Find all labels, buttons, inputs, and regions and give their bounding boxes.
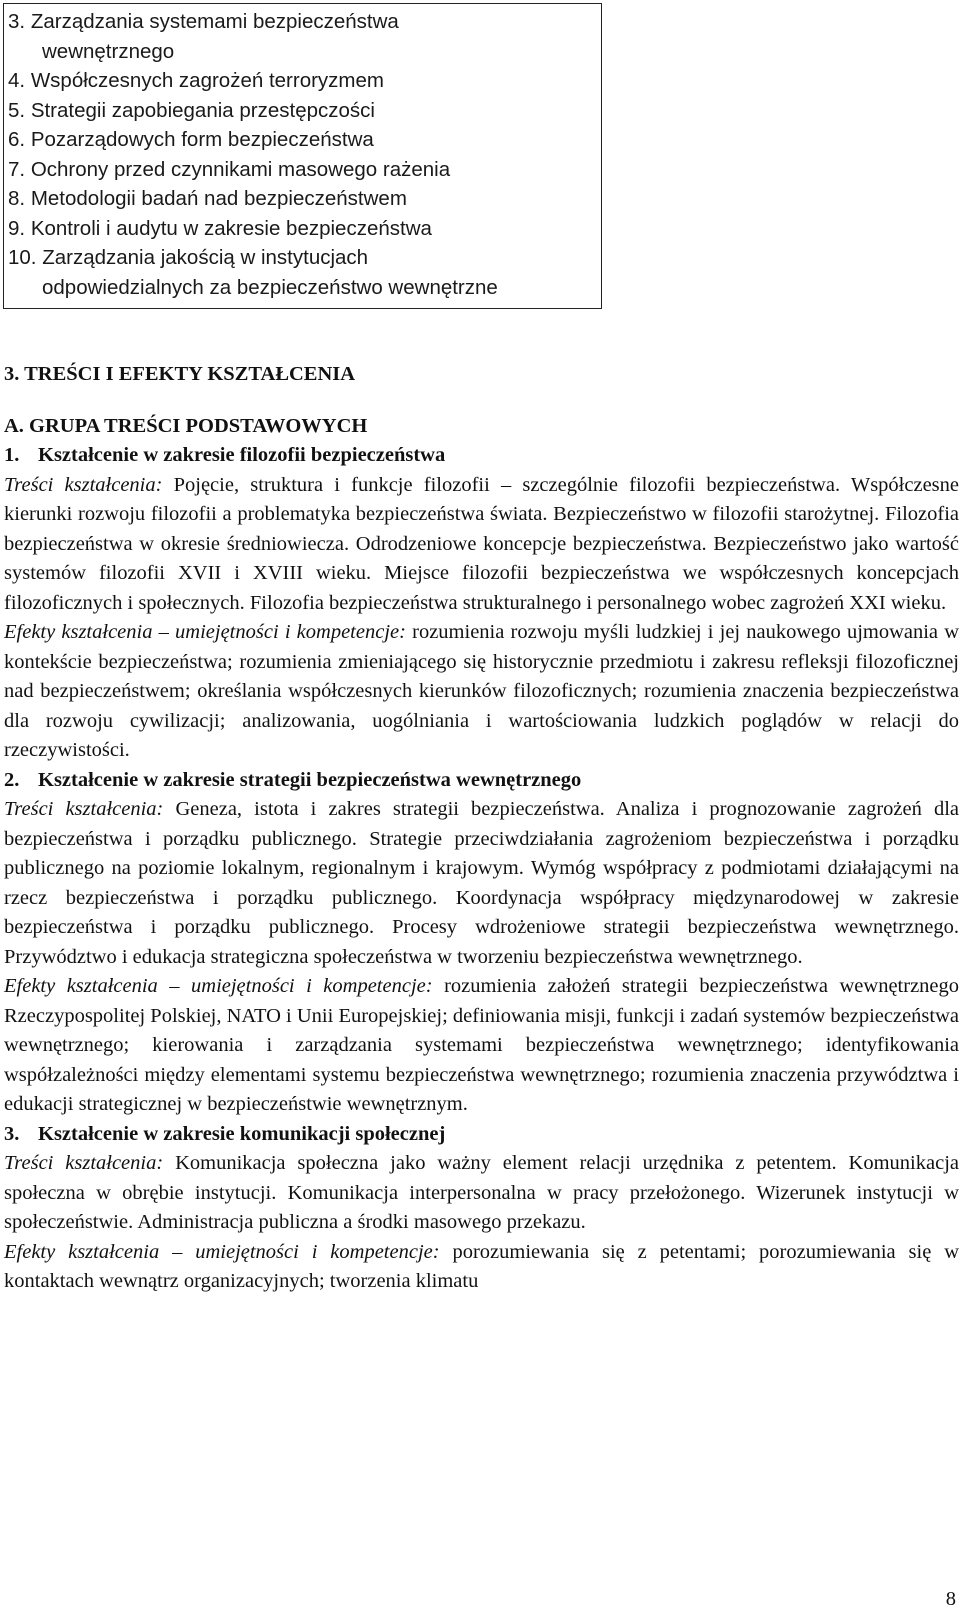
content-paragraph	[4, 471, 959, 619]
item-label: Strategii zapobiegania przestępczości	[30, 98, 375, 122]
page-number: 8	[945, 1588, 956, 1610]
item-number: 9.	[8, 216, 26, 240]
item-number: 8.	[8, 187, 26, 210]
list-item	[8, 184, 601, 214]
outcomes-text: rozumienia założeń strategii bezpieczeństwa wewnętrznego Rzeczypospolitej Polskiej, NATO i Unii Europejskiej; definiowania misji, funkcji i zadań systemów bezpieczeństwa wewnętrznego; kierowania i zarządzania systemami bezpieczeństwa wewnętrznego; identyfikowania współzależności między elementami systemu bezpieczeństwa wewnętrznego; rozumienia znaczenia przywództwa i edukacji strategicznej w bezpieczeństwie wewnętrznym.	[4, 975, 960, 1115]
document-body	[4, 360, 959, 1297]
item-label: Ochrony przed czynnikami masowego rażenia	[30, 157, 451, 181]
list-item-continuation	[8, 37, 601, 67]
item-label: Zarządzania systemami bezpieczeństwa	[30, 10, 399, 33]
topic-title: Kształcenie w zakresie strategii bezpieczeństwa wewnętrznego	[38, 768, 582, 791]
list-item	[8, 125, 601, 155]
item-label-continuation: odpowiedzialnych za bezpieczeństwo wewnętrzne	[42, 275, 498, 299]
topic-heading	[4, 1120, 959, 1150]
content-paragraph	[4, 1149, 959, 1238]
item-label-continuation: wewnętrznego	[42, 39, 175, 63]
list-item	[8, 96, 601, 126]
outcomes-label: Efekty kształcenia – umiejętności i kompetencje:	[4, 621, 406, 643]
content-label: Treści kształcenia:	[4, 1152, 164, 1174]
list-item	[8, 7, 601, 37]
group-heading: A. GRUPA TREŚCI PODSTAWOWYCH	[4, 414, 368, 437]
list-item	[8, 155, 601, 185]
topic-heading	[4, 766, 959, 796]
outcomes-label: Efekty kształcenia – umiejętności i kompetencje:	[4, 1240, 440, 1263]
topic-number: 3.	[4, 1122, 20, 1145]
list-item	[8, 243, 601, 273]
item-label: Pozarządowych form bezpieczeństwa	[30, 128, 374, 151]
item-number: 10.	[8, 246, 37, 269]
content-text: Komunikacja społeczna jako ważny element relacji urzędnika z petentem. Komunikacja społeczna w obrębie instytucji. Komunikacja interpersonalna w pracy przełożonego. Wizerunek instytucji w społeczeństwie. Administracja publiczna a środki masowego przekazu.	[4, 1152, 959, 1233]
topic-heading	[4, 441, 959, 471]
section-heading: 3. TREŚCI I EFEKTY KSZTAŁCENIA	[4, 363, 356, 385]
item-label: Metodologii badań nad bezpieczeństwem	[30, 187, 407, 210]
specializations-box	[3, 3, 602, 309]
topic-number: 2.	[4, 768, 20, 791]
item-number: 3.	[8, 10, 26, 33]
item-label: Zarządzania jakością w instytucjach	[42, 246, 369, 269]
list-item-continuation	[8, 273, 601, 303]
item-number: 5.	[8, 98, 26, 122]
outcomes-paragraph	[4, 618, 959, 766]
content-label: Treści kształcenia:	[4, 798, 164, 820]
topic-number: 1.	[4, 444, 20, 466]
list-item	[8, 66, 601, 96]
item-label: Kontroli i audytu w zakresie bezpieczeństwa	[30, 216, 432, 240]
content-text: Geneza, istota i zakres strategii bezpieczeństwa. Analiza i prognozowanie zagrożeń dla bezpieczeństwa i porządku publicznego. Strategie przeciwdziałania zagrożeniom bezpieczeństwa i porządku publicznego na poziomie lokalnym, regionalnym i krajowym. Wymóg współpracy z podmiotami działającymi na rzecz bezpieczeństwa i porządku publicznego. Koordynacja współpracy międzynarodowej w zakresie bezpieczeństwa i porządku publicznego. Procesy wdrożeniowe strategii bezpieczeństwa wewnętrznego. Przywództwo i edukacja strategiczna społeczeństwa w tworzeniu bezpieczeństwa wewnętrznego.	[4, 798, 959, 968]
content-label: Treści kształcenia:	[4, 473, 163, 496]
item-number: 7.	[8, 157, 26, 181]
specializations-list	[4, 4, 601, 302]
content-paragraph	[4, 795, 959, 972]
item-number: 6.	[8, 128, 26, 151]
outcomes-paragraph	[4, 1238, 959, 1297]
topic-title: Kształcenie w zakresie komunikacji społecznej	[38, 1122, 446, 1145]
outcomes-paragraph	[4, 972, 959, 1120]
item-label: Współczesnych zagrożeń terroryzmem	[30, 69, 384, 92]
item-number: 4.	[8, 69, 26, 92]
outcomes-text: porozumiewania się z petentami; porozumiewania się w kontaktach wewnątrz organizacyjnych; tworzenia klimatu	[4, 1240, 960, 1292]
outcomes-text: rozumienia rozwoju myśli ludzkiej i jej naukowego ujmowania w kontekście bezpieczeństwa; rozumienia zmieniającego się historycznie przedmiotu i zakresu refleksji filozoficznej nad bezpieczeństwem; określania współczesnych kierunków filozoficznych; rozumienia znaczenia bezpieczeństwa dla rozwoju cywilizacji; analizowania, uogólniania i wartościowania ludzkich poglądów w relacji do rzeczywistości.	[4, 621, 960, 761]
content-text: Pojęcie, struktura i funkcje filozofii – szczególnie filozofii bezpieczeństwa. Współczesne kierunki rozwoju filozofii a problematyka bezpieczeństwa świata. Bezpieczeństwo w filozofii starożytnej. Filozofia bezpieczeństwa w okresie średniowiecza. Odrodzeniowe koncepcje bezpieczeństwa. Bezpieczeństwo jako wartość systemów filozofii XVII i XVIII wieku. Miejsce filozofii bezpieczeństwa we współczesnych koncepcjach filozoficznych i społecznych. Filozofia bezpieczeństwa strukturalnego i personalnego wobec zagrożeń XXI wieku.	[4, 473, 960, 614]
list-item	[8, 214, 601, 244]
topic-title: Kształcenie w zakresie filozofii bezpieczeństwa	[38, 444, 446, 466]
outcomes-label: Efekty kształcenia – umiejętności i kompetencje:	[4, 975, 433, 997]
